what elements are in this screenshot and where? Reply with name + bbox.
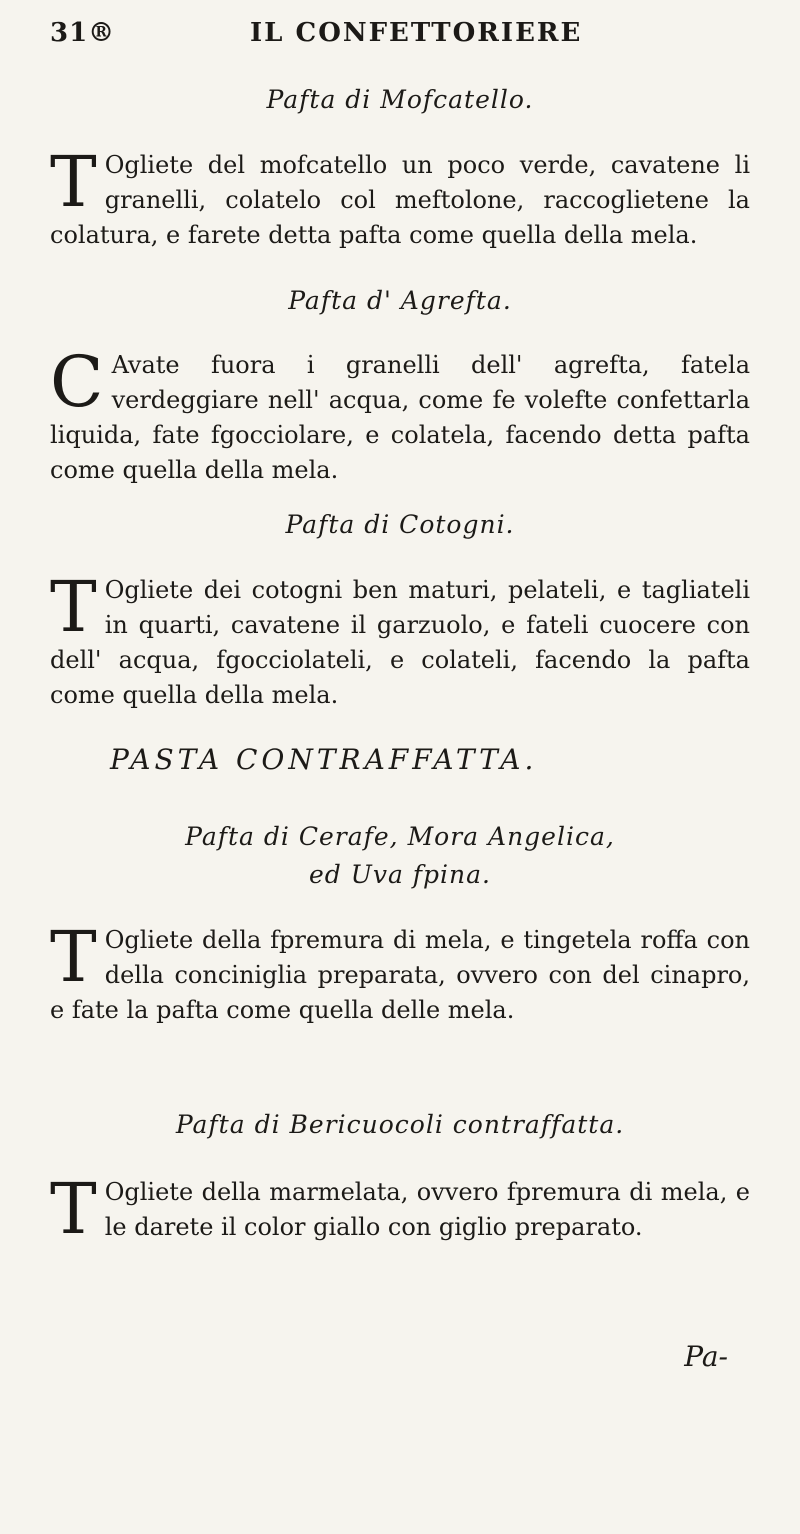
recipe-body: Ogliete del mofcatello un poco verde, cavatene li granelli, colatelo col meftolone, raccoglietene la colatura, e farete detta pafta come quella della mela. [50, 151, 750, 249]
recipe-text-agrefta [50, 341, 750, 488]
page-number: 31® [50, 18, 116, 48]
drop-cap: T [50, 916, 97, 998]
recipe-text-mofcatello [50, 141, 750, 253]
recipe-title-mofcatello: Pafta di Mofcatello. [266, 85, 534, 114]
recipe-title-cotogni: Pafta di Cotogni. [285, 510, 515, 539]
recipe-text-cerafe [50, 916, 750, 1028]
drop-cap: T [50, 566, 97, 648]
drop-cap: T [50, 1168, 97, 1250]
running-head [50, 18, 750, 58]
section-subtitle-line1: Pafta di Cerafe, Mora Angelica, [185, 822, 615, 851]
drop-cap: C [50, 341, 104, 423]
catchword: Pa- [684, 1340, 728, 1373]
recipe-body: Ogliete dei cotogni ben maturi, pelateli, e tagliateli in quarti, cavatene il garzuolo, e fateli cuocere con dell' acqua, fgocciolateli, e colateli, facendo la pafta come quella della mela. [50, 576, 750, 709]
recipe-title-bericuocoli: Pafta di Bericuocoli contraffatta. [175, 1110, 625, 1139]
recipe-body: Ogliete della fpremura di mela, e tingetela roffa con della conciniglia preparata, ovvero con del cinapro, e fate la pafta come quella delle mela. [50, 926, 750, 1024]
recipe-text-bericuocoli [50, 1168, 750, 1250]
running-title: IL CONFETTORIERE [250, 18, 583, 48]
recipe-body: Ogliete della marmelata, ovvero fpremura di mela, e le darete il color giallo con giglio preparato. [104, 1178, 750, 1241]
section-heading: PASTA CONTRAFFATTA. [110, 743, 538, 776]
section-subtitle-line2: ed Uva fpina. [309, 860, 491, 889]
recipe-body: Avate fuora i granelli dell' agrefta, fatela verdeggiare nell' acqua, come fe volefte confettarla liquida, fate fgocciolare, e colatela, facendo detta pafta come quella della mela. [50, 351, 750, 484]
recipe-title-agrefta: Pafta d' Agrefta. [288, 286, 512, 315]
recipe-text-cotogni [50, 566, 750, 713]
drop-cap: T [50, 141, 97, 223]
